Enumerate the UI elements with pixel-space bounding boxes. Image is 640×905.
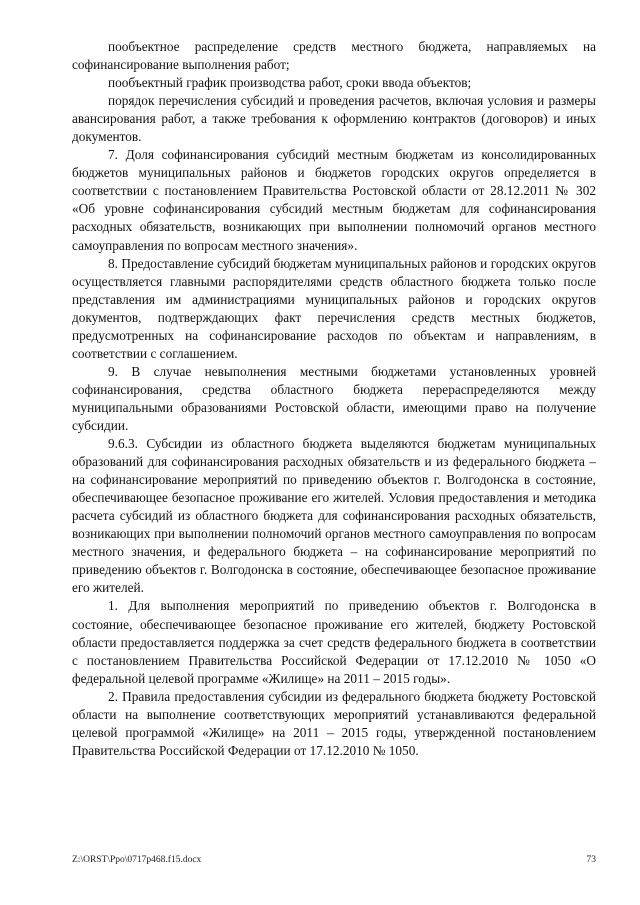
paragraph: 9.6.3. Субсидии из областного бюджета выделяются бюджетам муниципальных образований для софинансирования расходных обязательств и из федерального бюджета – на софинансирование мероприятий по приведению объектов г. Волгодонска в состояние, обеспечивающее безопасное проживание его жителей. Условия предоставления и методика расчета субсидий из областного бюджета для софинансирования расходных обязательств, возникающих при выполнении полномочий органов местного самоуправления по вопросам местного значения, и федерального бюджета – на софинансирование мероприятий по приведению объектов г. Волгодонска в состояние, обеспечивающее безопасное проживание его жителей.	[72, 436, 596, 596]
paragraph: 7. Доля софинансирования субсидий местным бюджетам из консолидированных бюджетов муниципальных районов и бюджетов городских округов определяется в соответствии с постановлением Правительства Ростовской области от 28.12.2011 № 302 «Об уровне софинансирования субсидий местным бюджетам для софинансирования расходных обязательств, возникающих при выполнении полномочий органов местного самоуправления по вопросам местного значения».	[72, 147, 596, 253]
paragraph: 8. Предоставление субсидий бюджетам муниципальных районов и городских округов осуществляется главными распорядителями средств областного бюджета только после представления им администрациями муниципальных районов и городских округов документов, подтверждающих факт перечисления средств местных бюджетов, предусмотренных на софинансирование расходов по объектам и направлениям, в соответствии с соглашением.	[72, 255, 596, 361]
footer-page-number: 73	[586, 855, 596, 865]
paragraph: пообъектный график производства работ, сроки ввода объектов;	[108, 75, 472, 91]
document-body	[72, 38, 596, 760]
paragraph: пообъектное распределение средств местного бюджета, направляемых на софинансирование выполнения работ;	[72, 39, 596, 73]
paragraph: 2. Правила предоставления субсидии из федерального бюджета бюджету Ростовской области на выполнение соответствующих мероприятий устанавливаются федеральной целевой программой «Жилище» на 2011 – 2015 годы, утвержденной постановлением Правительства Российской Федерации от 17.12.2010 № 1050.	[72, 688, 596, 758]
paragraph: порядок перечисления субсидий и проведения расчетов, включая условия и размеры авансирования работ, а также требования к оформлению контрактов (договоров) и иных документов.	[72, 93, 596, 145]
paragraph: 9. В случае невыполнения местными бюджетами установленных уровней софинансирования, средства областного бюджета перераспределяются между муниципальными образованиями Ростовской области, имеющими право на получение субсидии.	[72, 363, 596, 433]
footer-file-path: Z:\ORST\Ppo\0717p468.f15.docx	[72, 855, 202, 865]
paragraph: 1. Для выполнения мероприятий по приведению объектов г. Волгодонска в состояние, обеспечивающее безопасное проживание его жителей, бюджету Ростовской области предоставляется поддержка за счет средств федерального бюджета в соответствии с постановлением Правительства Российской Федерации от 17.12.2010 № 1050 «О федеральной целевой программе «Жилище» на 2011 – 2015 годы».	[72, 598, 596, 686]
